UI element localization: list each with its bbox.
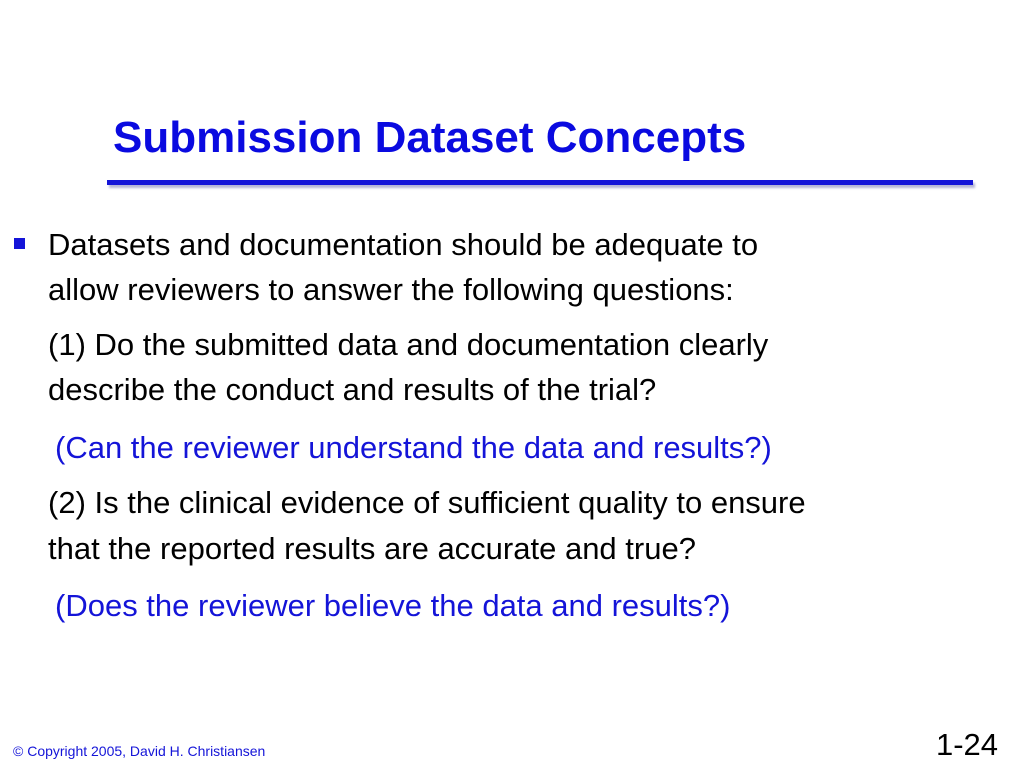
bullet-text-line-1: Datasets and documentation should be adequate to <box>48 227 759 262</box>
slide-number: 1-24 <box>935 727 998 762</box>
footer-copyright: © Copyright 2005, David H. Christiansen <box>13 743 266 759</box>
question-1-line-2: describe the conduct and results of the trial? <box>48 372 657 407</box>
bullet-text-line-2: allow reviewers to answer the following questions: <box>48 272 734 307</box>
slide-title: Submission Dataset Concepts <box>113 113 747 162</box>
question-1-note: (Can the reviewer understand the data and results?) <box>55 430 772 465</box>
question-1-line-1: (1) Do the submitted data and documentation clearly <box>48 327 769 362</box>
square-bullet-icon <box>14 238 25 249</box>
question-2-line-1: (2) Is the clinical evidence of sufficient quality to ensure <box>48 485 806 520</box>
question-2-line-2: that the reported results are accurate and true? <box>48 531 696 566</box>
title-underline <box>107 180 973 185</box>
question-2-note: (Does the reviewer believe the data and results?) <box>55 588 731 623</box>
